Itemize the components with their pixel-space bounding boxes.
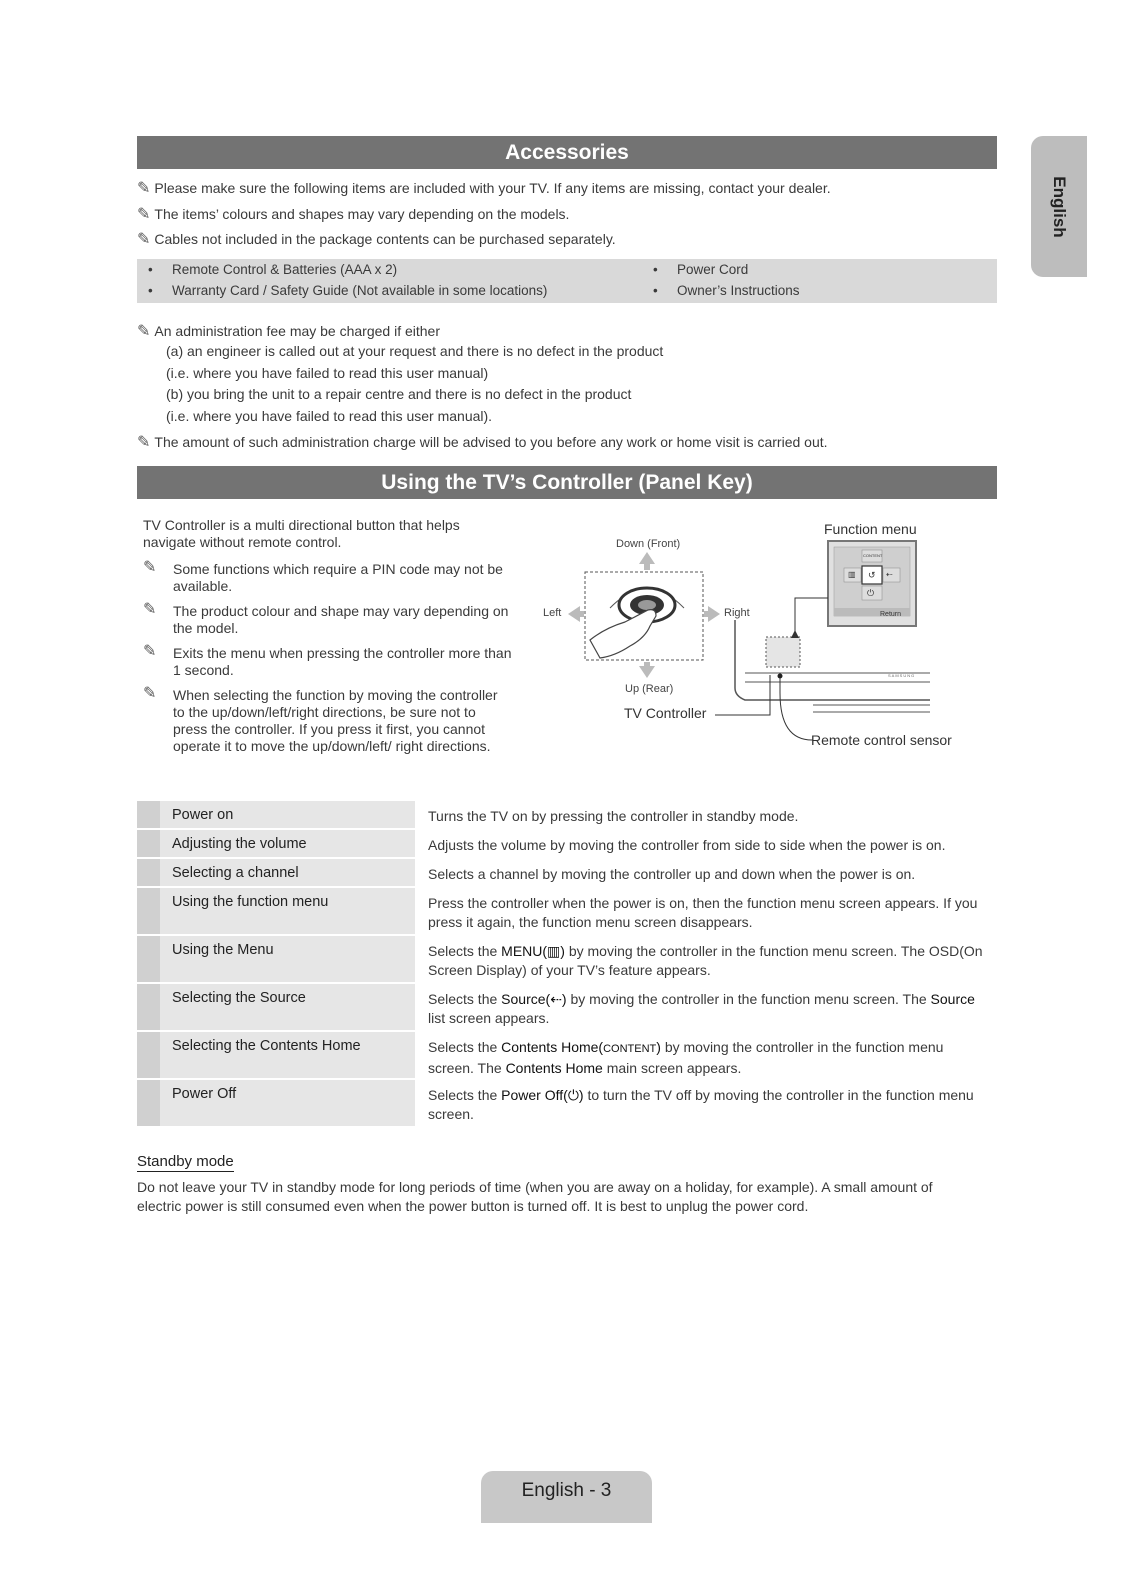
label-tv-controller: TV Controller (624, 705, 707, 721)
tv-outline (735, 620, 930, 700)
function-name: Adjusting the volume (172, 836, 307, 852)
function-row-function-menu (137, 888, 997, 934)
menu-return-label: Return (880, 611, 902, 618)
function-name: Selecting the Contents Home (172, 1038, 361, 1054)
function-name: Selecting the Source (172, 990, 306, 1006)
source-icon: ⇠ (886, 570, 893, 579)
function-desc: Press the controller when the power is on, then the function menu screen appears. If you press it again, the function menu screen disappears. (428, 895, 978, 930)
controller-note-2: ✎ The product colour and shape may vary depending on the model. (143, 601, 509, 636)
arrow-up-icon (639, 552, 655, 570)
accessories-note-text: Cables not included in the package contents can be purchased separately. (154, 231, 616, 247)
return-icon: ↺ (868, 570, 876, 580)
note-pencil-icon: ✎ (137, 180, 151, 197)
label-down-front: Down (Front) (616, 538, 681, 550)
accessories-title: Accessories (505, 141, 629, 164)
power-icon: ⏻ (567, 1087, 579, 1103)
note-pencil-icon: ✎ (143, 601, 157, 618)
function-desc: Turns the TV on by pressing the controller in standby mode. (428, 808, 799, 824)
fee-line: (i.e. where you have failed to read this user manual). (166, 408, 493, 424)
tv-brand-label: SAMSUNG (888, 673, 916, 678)
page-footer-tab (481, 1471, 652, 1523)
note-pencil-icon: ✎ (137, 231, 151, 248)
language-side-tab-label: English (1050, 175, 1069, 238)
controller-diagram (530, 510, 970, 770)
note-pencil-icon: ✎ (143, 643, 157, 660)
menu-content-label: CONTENT (863, 553, 883, 558)
function-desc: Selects the MENU(▥) by moving the controller in the function menu screen. The OSD(On Screen Display) of your TV’s feature appears. (428, 943, 983, 978)
charge-note: ✎ The amount of such administration charge will be advised to you before any work or home visit is carried out. (137, 434, 828, 451)
source-icon: ⇠ (550, 991, 562, 1007)
controller-note-3: ✎ Exits the menu when pressing the controller more than 1 second. (143, 643, 512, 678)
sensor-zoom-box (766, 637, 800, 667)
note-pencil-icon: ✎ (137, 206, 151, 223)
accessories-note-1 (137, 178, 831, 198)
function-desc: Selects the Source(⇠) by moving the controller in the function menu screen. The Source list screen appears. (428, 991, 975, 1026)
accessory-item: • Warranty Card / Safety Guide (Not available in some locations) (148, 283, 548, 298)
function-name: Power Off (172, 1086, 237, 1102)
label-up-rear: Up (Rear) (625, 683, 674, 695)
function-desc: Selects the Contents Home(CONTENT) by moving the controller in the function menu screen. The Contents Home main screen appears. (428, 1039, 944, 1076)
note-pencil-icon: ✎ (137, 434, 151, 451)
content-icon: CONTENT (603, 1043, 657, 1055)
function-name: Power on (172, 807, 234, 823)
tv-controller-point (778, 674, 783, 679)
function-name: Using the function menu (172, 894, 329, 910)
accessory-item: • Power Cord (653, 262, 749, 277)
function-name: Using the Menu (172, 942, 274, 958)
accessory-item: • Owner’s Instructions (653, 283, 800, 298)
note-pencil-icon: ✎ (137, 323, 151, 340)
accessories-note-3 (137, 229, 616, 249)
accessories-note-text: Please make sure the following items are included with your TV. If any items are missing, contact your dealer. (154, 180, 831, 196)
function-desc: Adjusts the volume by moving the controller from side to side when the power is on. (428, 837, 946, 853)
accessories-heading (137, 136, 997, 169)
function-row-power-on (137, 801, 997, 828)
function-row-volume (137, 830, 997, 857)
function-desc: Selects the Power Off(⏻) to turn the TV off by moving the controller in the function menu screen. (428, 1087, 974, 1122)
fee-line: (b) you bring the unit to a repair centre and there is no defect in the product (166, 386, 632, 402)
function-row-channel (137, 859, 997, 886)
controller-heading (137, 466, 997, 499)
function-row-contents-home (137, 1032, 997, 1078)
arrow-left-icon (568, 606, 584, 622)
controller-intro: TV Controller is a multi directional button that helps navigate without remote control. (143, 517, 460, 550)
label-left: Left (543, 607, 562, 619)
label-remote-sensor: Remote control sensor (811, 732, 952, 748)
function-row-menu (137, 936, 997, 982)
accessories-note-text: The items’ colours and shapes may vary depending on the models. (154, 206, 570, 222)
controller-title: Using the TV’s Controller (Panel Key) (381, 471, 753, 494)
label-right: Right (724, 607, 750, 619)
controller-note-1: ✎ Some functions which require a PIN code may not be available. (143, 559, 503, 594)
arrow-right-icon (704, 606, 720, 622)
menu-icon: ▥ (547, 943, 561, 959)
function-name: Selecting a channel (172, 865, 299, 881)
standby-text: Do not leave your TV in standby mode for long periods of time (when you are away on a holiday, for example). A small amount of electric power is still consumed even when the power button is turned off. It is best to unplug the power cord. (137, 1179, 933, 1214)
fee-note: ✎ An administration fee may be charged if either (137, 323, 441, 340)
arrow-down-icon (639, 662, 655, 678)
accessories-note-2 (137, 204, 569, 224)
function-desc: Selects a channel by moving the controller up and down when the power is on. (428, 866, 916, 882)
accessory-item: • Remote Control & Batteries (AAA x 2) (148, 262, 398, 277)
menu-icon: ▥ (848, 570, 856, 579)
note-pencil-icon: ✎ (143, 685, 157, 702)
finger-icon (590, 610, 656, 658)
note-pencil-icon: ✎ (143, 559, 157, 576)
controller-note-4: ✎ When selecting the function by moving the controller to the up/down/left/right directions, be sure not to press the controller. If you press it first, you cannot operate it to move the up/down/left/ right directions. (143, 685, 498, 754)
label-function-menu: Function menu (824, 521, 917, 537)
language-side-tab (1031, 136, 1087, 277)
standby-heading: Standby mode (137, 1153, 234, 1170)
function-row-power-off (137, 1080, 997, 1126)
fee-line: (i.e. where you have failed to read this user manual) (166, 365, 489, 381)
function-row-source (137, 984, 997, 1030)
page-number: English - 3 (521, 1480, 612, 1501)
fee-line: (a) an engineer is called out at your request and there is no defect in the product (166, 343, 664, 359)
power-icon: ⏻ (867, 588, 875, 598)
